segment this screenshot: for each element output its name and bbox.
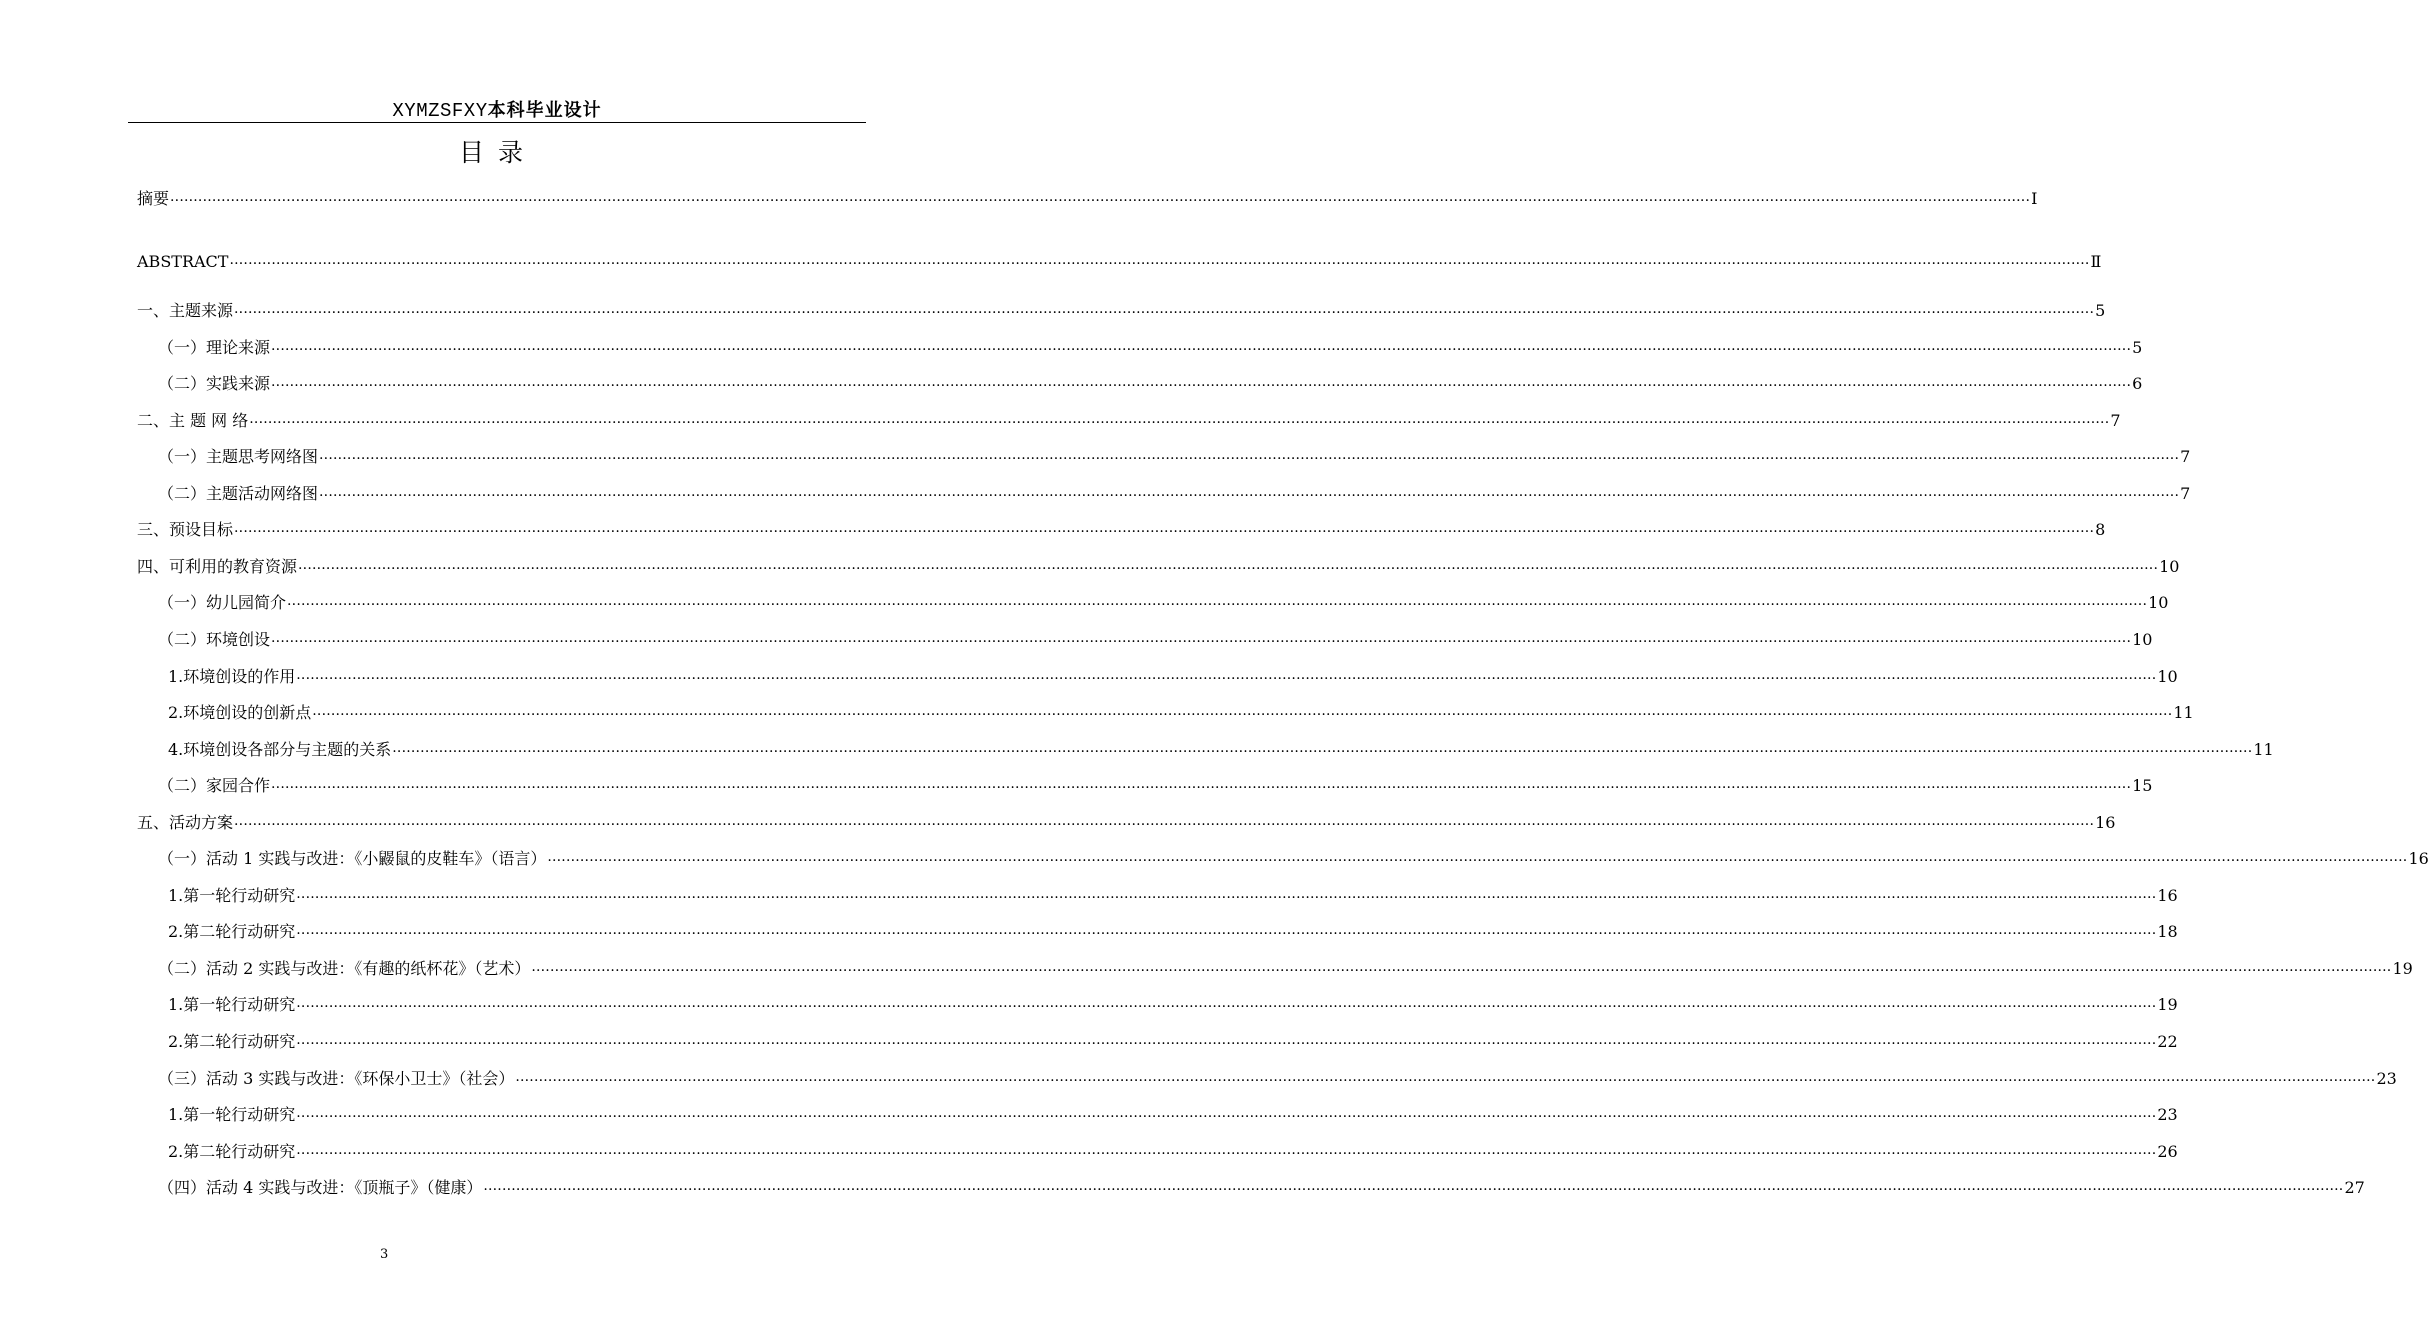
toc-entry-label: 2.第二轮行动研究	[168, 922, 296, 941]
toc-entry-label: 1.第一轮行动研究	[168, 1105, 296, 1124]
toc-entry-label: 1.环境创设的作用	[168, 667, 296, 686]
toc-entry[interactable]	[158, 337, 2143, 359]
toc-entry-page: 11	[2253, 740, 2274, 759]
toc-entry-label: 1.第一轮行动研究	[168, 886, 296, 905]
leader-dots: ................................................................................................................................................................................................................................................................................................................................................................................................................	[547, 849, 2408, 865]
leader-dots: ................................................................................................................................................................................................................................................................................................................................................................................................................	[296, 1142, 2157, 1158]
toc-entry-page: 27	[2344, 1178, 2365, 1197]
toc-entry-page: 5	[2095, 301, 2106, 320]
leader-dots: ................................................................................................................................................................................................................................................................................................................................................................................................................	[271, 338, 2132, 354]
leader-dots: ................................................................................................................................................................................................................................................................................................................................................................................................................	[312, 703, 2173, 719]
toc-entry[interactable]	[158, 1068, 2397, 1090]
leader-dots: ................................................................................................................................................................................................................................................................................................................................................................................................................	[515, 1069, 2376, 1085]
toc-entry-label: 一、主题来源	[137, 301, 234, 320]
toc-entry-label: 三、预设目标	[137, 520, 234, 539]
toc-entry[interactable]	[158, 958, 2413, 980]
leader-dots: ................................................................................................................................................................................................................................................................................................................................................................................................................	[249, 411, 2110, 427]
toc-entry[interactable]	[137, 812, 2116, 834]
toc-entry-label: 2.环境创设的创新点	[168, 703, 312, 722]
toc-entry[interactable]	[137, 519, 2106, 541]
toc-entry-page: 6	[2132, 374, 2143, 393]
toc-entry[interactable]	[168, 702, 2194, 724]
toc-entry-label: 1.第一轮行动研究	[168, 995, 296, 1014]
leader-dots: ................................................................................................................................................................................................................................................................................................................................................................................................................	[319, 484, 2180, 500]
leader-dots: ................................................................................................................................................................................................................................................................................................................................................................................................................	[296, 1105, 2157, 1121]
page-number: 3	[380, 1247, 389, 1262]
toc-entry-page: Ⅰ	[2031, 189, 2038, 208]
toc-entry-label: （四）活动 4 实践与改进：《顶瓶子》（健康）	[158, 1178, 483, 1197]
leader-dots: ................................................................................................................................................................................................................................................................................................................................................................................................................	[296, 886, 2157, 902]
toc-entry[interactable]	[158, 775, 2153, 797]
toc-entry-label: ABSTRACT	[137, 252, 229, 271]
toc-entry-page: 23	[2376, 1069, 2397, 1088]
toc-entry-label: （二）活动 2 实践与改进：《有趣的纸杯花》（艺术）	[158, 959, 531, 978]
leader-dots: ................................................................................................................................................................................................................................................................................................................................................................................................................	[271, 776, 2132, 792]
toc-entry-label: 四、可利用的教育资源	[137, 557, 298, 576]
leader-dots: ................................................................................................................................................................................................................................................................................................................................................................................................................	[319, 447, 2180, 463]
toc-entry-page: Ⅱ	[2090, 252, 2102, 271]
toc-entry-page: 10	[2132, 630, 2153, 649]
toc-entry-label: （一）活动 1 实践与改进：《小鼹鼠的皮鞋车》（语言）	[158, 849, 547, 868]
toc-entry[interactable]	[158, 373, 2143, 395]
leader-dots: ................................................................................................................................................................................................................................................................................................................................................................................................................	[296, 995, 2157, 1011]
toc-entry[interactable]	[158, 848, 2429, 870]
toc-entry-label: 二、主 题 网 络	[137, 411, 249, 430]
toc-entry[interactable]	[158, 446, 2191, 468]
leader-dots: ................................................................................................................................................................................................................................................................................................................................................................................................................	[298, 557, 2159, 573]
leader-dots: ................................................................................................................................................................................................................................................................................................................................................................................................................	[234, 813, 2095, 829]
toc-entry-page: 18	[2157, 922, 2178, 941]
toc-entry[interactable]	[168, 739, 2274, 761]
toc-entry[interactable]	[158, 592, 2169, 614]
toc-entry[interactable]	[137, 410, 2121, 432]
toc-entry-label: （二）主题活动网络图	[158, 484, 319, 503]
toc-entry-label: （一）理论来源	[158, 338, 271, 357]
leader-dots: ................................................................................................................................................................................................................................................................................................................................................................................................................	[296, 922, 2157, 938]
toc-entry-page: 23	[2157, 1105, 2178, 1124]
header-code: XYMZSFXY	[392, 100, 488, 122]
toc-entry-page: 16	[2408, 849, 2429, 868]
toc-entry-label: （二）实践来源	[158, 374, 271, 393]
toc-entry[interactable]	[137, 556, 2180, 578]
leader-dots: ................................................................................................................................................................................................................................................................................................................................................................................................................	[287, 593, 2148, 609]
toc-entry[interactable]	[137, 188, 2038, 210]
toc-entry-page: 7	[2110, 411, 2121, 430]
toc-entry[interactable]	[168, 666, 2178, 688]
toc-entry-label: （一）主题思考网络图	[158, 447, 319, 466]
toc-entry-page: 16	[2157, 886, 2178, 905]
toc-entry[interactable]	[158, 483, 2191, 505]
toc-entry-page: 10	[2157, 667, 2178, 686]
toc-entry-label: 摘要	[137, 189, 170, 208]
toc-entry[interactable]	[168, 1104, 2178, 1126]
toc-entry[interactable]	[168, 1141, 2178, 1163]
leader-dots: ................................................................................................................................................................................................................................................................................................................................................................................................................	[296, 1032, 2157, 1048]
toc-entry[interactable]	[158, 1177, 2365, 1199]
toc-entry-label: （二）环境创设	[158, 630, 271, 649]
toc-entry[interactable]	[168, 885, 2178, 907]
toc-entry[interactable]	[168, 994, 2178, 1016]
toc-entry-page: 22	[2157, 1032, 2178, 1051]
toc-entry-page: 11	[2173, 703, 2194, 722]
toc-entry[interactable]	[137, 300, 2106, 322]
toc-entry-label: 五、活动方案	[137, 813, 234, 832]
leader-dots: ................................................................................................................................................................................................................................................................................................................................................................................................................	[392, 740, 2253, 756]
toc-entry-label: 2.第二轮行动研究	[168, 1032, 296, 1051]
toc-entry-page: 26	[2157, 1142, 2178, 1161]
leader-dots: ................................................................................................................................................................................................................................................................................................................................................................................................................	[296, 667, 2157, 683]
toc-entry-label: （一）幼儿园简介	[158, 593, 287, 612]
leader-dots: ................................................................................................................................................................................................................................................................................................................................................................................................................	[271, 630, 2132, 646]
toc-entry-page: 7	[2180, 484, 2191, 503]
leader-dots: ................................................................................................................................................................................................................................................................................................................................................................................................................	[483, 1178, 2344, 1194]
leader-dots: ................................................................................................................................................................................................................................................................................................................................................................................................................	[234, 520, 2095, 536]
toc-entry-page: 15	[2132, 776, 2153, 795]
toc-entry-label: （二）家园合作	[158, 776, 271, 795]
toc-entry-page: 8	[2095, 520, 2106, 539]
toc-entry-page: 19	[2392, 959, 2413, 978]
toc-entry-page: 7	[2180, 447, 2191, 466]
toc-entry-label: 4.环境创设各部分与主题的关系	[168, 740, 392, 759]
toc-entry[interactable]	[168, 1031, 2178, 1053]
toc-title: 目录	[458, 138, 537, 167]
toc-entry[interactable]	[168, 921, 2178, 943]
leader-dots: ................................................................................................................................................................................................................................................................................................................................................................................................................	[229, 252, 2090, 268]
leader-dots: ................................................................................................................................................................................................................................................................................................................................................................................................................	[234, 301, 2095, 317]
toc-entry-page: 16	[2095, 813, 2116, 832]
leader-dots: ................................................................................................................................................................................................................................................................................................................................................................................................................	[170, 189, 2031, 205]
toc-entry-page: 10	[2148, 593, 2169, 612]
leader-dots: ................................................................................................................................................................................................................................................................................................................................................................................................................	[271, 374, 2132, 390]
header-title: 本科毕业设计	[487, 100, 602, 121]
toc-entry-label: （三）活动 3 实践与改进：《环保小卫士》（社会）	[158, 1069, 515, 1088]
toc-entry[interactable]	[158, 629, 2153, 651]
leader-dots: ................................................................................................................................................................................................................................................................................................................................................................................................................	[531, 959, 2392, 975]
toc-entry[interactable]	[137, 251, 2102, 273]
toc-entry-page: 19	[2157, 995, 2178, 1014]
toc-entry-page: 5	[2132, 338, 2143, 357]
toc-entry-page: 10	[2159, 557, 2180, 576]
toc-entry-label: 2.第二轮行动研究	[168, 1142, 296, 1161]
